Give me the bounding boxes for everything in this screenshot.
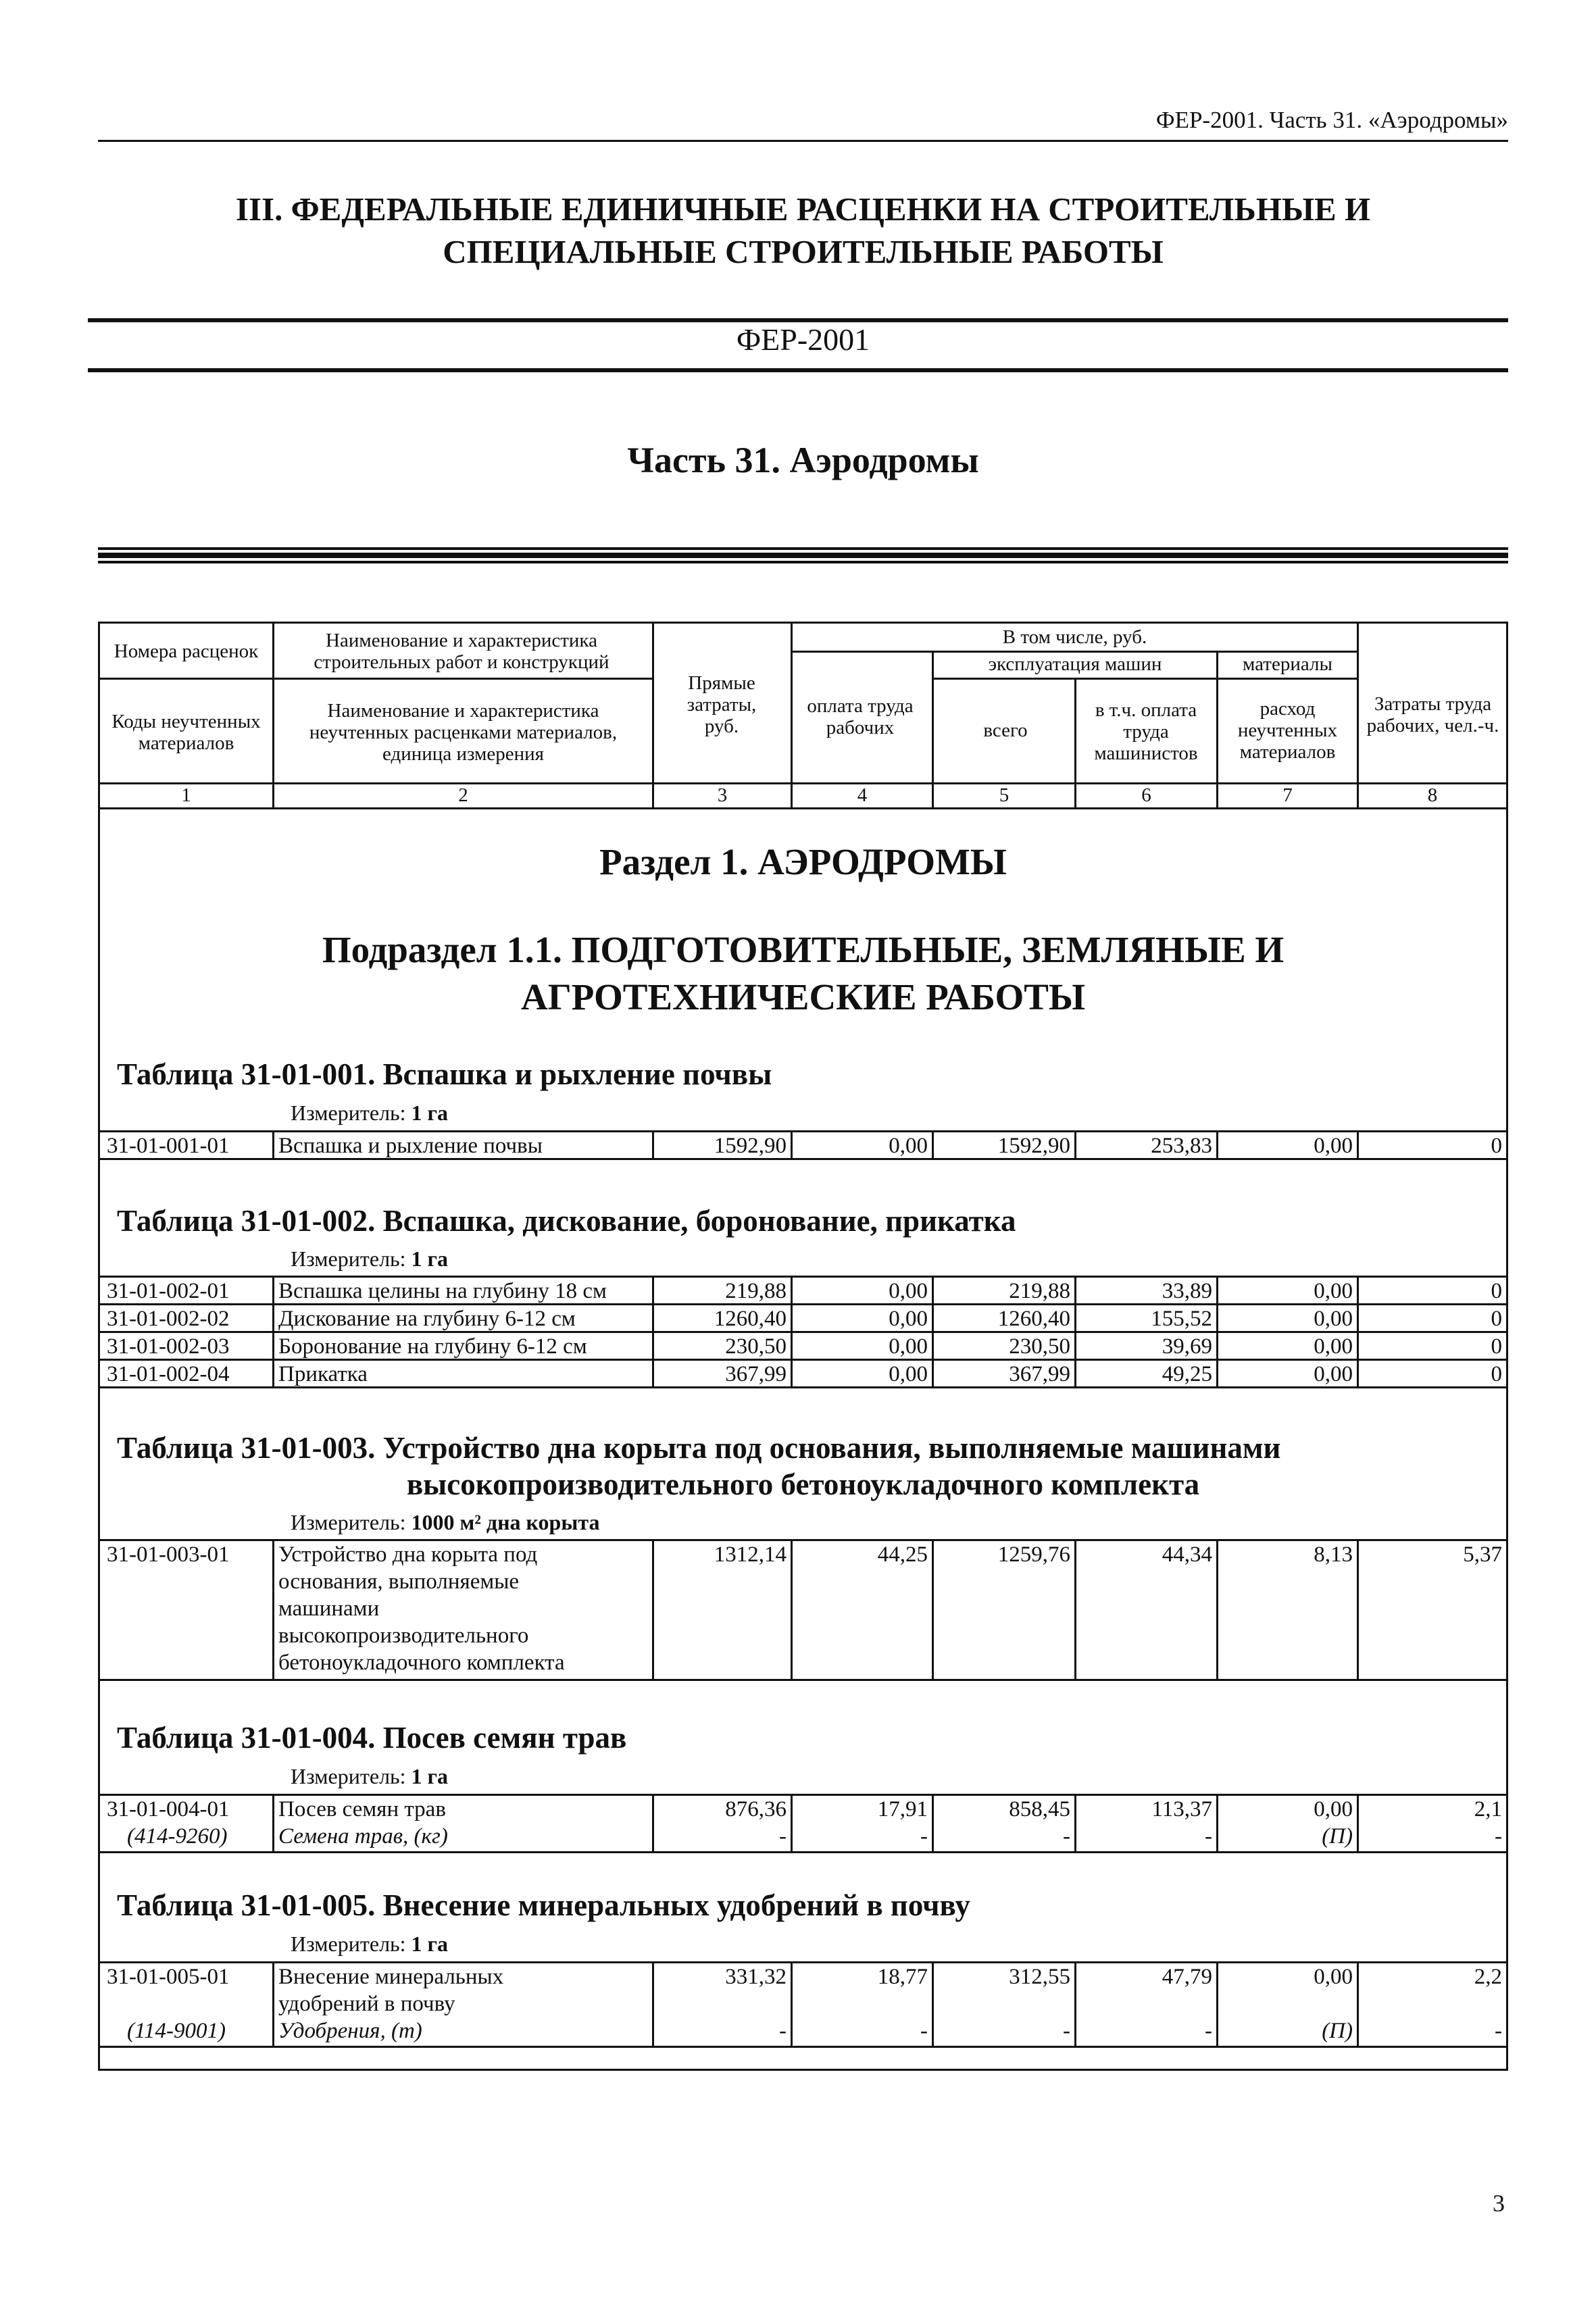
row-name-line: высокопроизводительного <box>278 1624 529 1648</box>
rate-code: 31-01-004-01 <box>107 1797 230 1821</box>
value: 2,2 <box>1474 1965 1502 1989</box>
column-number: 2 <box>458 784 468 806</box>
table-row <box>100 1331 1506 1361</box>
table-title: Таблица 31-01-002. Вспашка, дискование, боронование, прикатка <box>117 1204 1016 1238</box>
material-value: - <box>1495 1824 1502 1848</box>
column-number: 6 <box>1141 784 1151 806</box>
header-col6: в т.ч. оплата труда машинистов <box>1094 699 1198 764</box>
table-meter <box>291 1764 448 1789</box>
header-col2-top: Наименование и характеристика строительных работ и конструкций <box>314 630 609 673</box>
meter-label: Измеритель: <box>291 1764 406 1788</box>
row-direct-costs: 1592,90 <box>654 1132 793 1158</box>
row-labor-pay <box>793 1963 934 2046</box>
row-machinists-pay: 49,25 <box>1076 1361 1218 1386</box>
row-machinists-pay: 39,69 <box>1076 1333 1218 1359</box>
material-name: Семена трав, (кг) <box>278 1824 448 1848</box>
row-labor-pay: 0,00 <box>793 1333 934 1359</box>
meter-label: Измеритель: <box>291 1101 406 1125</box>
row-labor-pay: 0,00 <box>793 1361 934 1386</box>
row-labor-hours <box>1359 1796 1506 1851</box>
row-labor-hours: 0 <box>1491 1362 1502 1386</box>
rate-code: 31-01-005-01 <box>107 1965 230 1989</box>
row-name: Дискование на глубину 6-12 см <box>274 1305 654 1331</box>
row-labor-pay: 0,00 <box>793 1278 934 1303</box>
header-hline <box>100 678 272 680</box>
page-number: 3 <box>1493 2190 1505 2217</box>
value: 331,32 <box>725 1965 787 1989</box>
row-materials <box>1218 1963 1359 2046</box>
header-col4: оплата труда рабочих <box>807 695 914 738</box>
header-vline <box>652 624 654 809</box>
row-machines-total <box>934 1796 1076 1851</box>
table-title-line-2: высокопроизводительного бетоноукладочного комплекта <box>406 1467 1200 1501</box>
header-vline <box>272 624 274 809</box>
row-labor-pay <box>793 1796 934 1851</box>
row-labor-pay: 0,00 <box>793 1305 934 1331</box>
header-hline <box>100 807 1506 809</box>
table-title: Таблица 31-01-003. Устройство дна корыта под основания, выполняемые машинами <box>117 1431 1281 1465</box>
column-number: 5 <box>999 784 1009 806</box>
header-hline <box>932 678 1357 680</box>
row-materials: 0,00 <box>1218 1333 1359 1359</box>
row-materials: 0,00 <box>1218 1132 1359 1158</box>
row-materials: 0,00 <box>1218 1361 1359 1386</box>
material-code: (114-9001) <box>127 2019 226 2043</box>
row-name-line: Устройство дна корыта под <box>278 1542 538 1567</box>
row-code: 31-01-002-04 <box>100 1361 274 1386</box>
row-machines-total: 1260,40 <box>934 1305 1076 1331</box>
material-value: - <box>1495 2019 1502 2043</box>
row-name: Прикатка <box>274 1361 654 1386</box>
table-title: Таблица 31-01-005. Внесение минеральных удобрений в почву <box>117 1888 970 1922</box>
value: 47,79 <box>1162 1965 1212 1989</box>
row-code: 31-01-002-03 <box>100 1333 274 1359</box>
row-labor-hours: 0 <box>1491 1334 1502 1359</box>
fer-label: ФЕР-2001 <box>736 322 870 357</box>
value: 113,37 <box>1151 1797 1212 1821</box>
row-labor-hours: 5,37 <box>1463 1542 1502 1567</box>
row-name-line: бетоноукладочного комплекта <box>278 1651 565 1675</box>
header-rule <box>98 140 1508 142</box>
value: 2,1 <box>1474 1797 1502 1821</box>
material-value: - <box>1063 2019 1070 2043</box>
table-row <box>100 1794 1506 1853</box>
table-row <box>100 1130 1506 1160</box>
row-direct-costs: 1312,14 <box>654 1541 793 1679</box>
value: 17,91 <box>877 1797 928 1821</box>
meter-label: Измеритель: <box>291 1932 406 1956</box>
column-number: 7 <box>1282 784 1293 806</box>
part-rule-3 <box>98 561 1508 563</box>
table-row <box>100 1359 1506 1388</box>
row-direct-costs <box>654 1796 793 1851</box>
header-machines-label: эксплуатация машин <box>988 653 1162 675</box>
material-value: - <box>920 2019 928 2043</box>
row-machinists-pay: 33,89 <box>1076 1278 1218 1303</box>
table-meter <box>291 1510 599 1535</box>
part-title: Часть 31. Аэродромы <box>627 440 979 480</box>
material-value: - <box>1205 1824 1212 1848</box>
main-title-line-1: III. ФЕДЕРАЛЬНЫЕ ЕДИНИЧНЫЕ РАСЦЕНКИ НА СТРОИТЕЛЬНЫЕ И <box>235 191 1371 228</box>
header-col3: Прямые затраты, руб. <box>687 672 757 737</box>
row-labor-hours <box>1359 1963 1506 2046</box>
column-number: 8 <box>1427 784 1438 806</box>
material-value: (П) <box>1322 2019 1353 2043</box>
table-row <box>100 1961 1506 2048</box>
row-labor-hours: 0 <box>1491 1134 1502 1158</box>
main-title-line-2: СПЕЦИАЛЬНЫЕ СТРОИТЕЛЬНЫЕ РАБОТЫ <box>443 233 1164 270</box>
meter-label: Измеритель: <box>291 1247 406 1271</box>
material-name: Удобрения, (т) <box>278 2019 422 2043</box>
row-machines-total: 367,99 <box>934 1361 1076 1386</box>
material-value: - <box>920 1824 928 1848</box>
section-title: Раздел 1. АЭРОДРОМЫ <box>599 841 1007 882</box>
row-machinists-pay <box>1076 1796 1218 1851</box>
row-name: Вспашка целины на глубину 18 см <box>274 1278 654 1303</box>
row-materials: 0,00 <box>1218 1305 1359 1331</box>
header-hline <box>272 678 652 680</box>
row-name-line: машинами <box>278 1596 380 1621</box>
main-title <box>98 188 1508 273</box>
column-number: 1 <box>181 784 191 806</box>
row-machines-total: 1259,76 <box>934 1541 1076 1679</box>
row-name <box>274 1541 654 1679</box>
row-direct-costs <box>654 1963 793 2046</box>
header-materials-label: материалы <box>1243 653 1332 675</box>
part-rule-2 <box>98 553 1508 558</box>
table-meter <box>291 1101 448 1126</box>
value: 0,00 <box>1314 1797 1353 1821</box>
header-col5: всего <box>983 719 1028 741</box>
table-row <box>100 1303 1506 1333</box>
row-name-line: основания, выполняемые <box>278 1569 520 1594</box>
row-code: 31-01-002-01 <box>100 1278 274 1303</box>
row-name <box>274 1796 654 1851</box>
row-code: 31-01-001-01 <box>100 1132 274 1158</box>
row-machinists-pay: 253,83 <box>1076 1132 1218 1158</box>
table-title: Таблица 31-01-004. Посев семян трав <box>117 1721 627 1755</box>
row-name: Вспашка и рыхление почвы <box>274 1132 654 1158</box>
column-number: 3 <box>717 784 728 806</box>
meter-value: 1 га <box>411 1247 449 1271</box>
header-col7: расход неучтенных материалов <box>1237 697 1338 763</box>
value: 876,36 <box>725 1797 787 1821</box>
value: 312,55 <box>1009 1965 1070 1989</box>
row-code: 31-01-002-02 <box>100 1305 274 1331</box>
table-row <box>100 1539 1506 1681</box>
row-name: Боронование на глубину 6-12 см <box>274 1333 654 1359</box>
row-direct-costs: 1260,40 <box>654 1305 793 1331</box>
rate-name-line: Внесение минеральных <box>278 1965 504 1989</box>
subsection-title-line-2: АГРОТЕХНИЧЕСКИЕ РАБОТЫ <box>520 976 1086 1017</box>
material-code: (414-9260) <box>127 1824 228 1848</box>
table-meter <box>291 1247 448 1272</box>
row-machinists-pay: 44,34 <box>1076 1541 1218 1679</box>
rate-name: Посев семян трав <box>278 1797 446 1821</box>
row-code: 31-01-003-01 <box>100 1541 274 1679</box>
row-name <box>274 1963 654 2046</box>
material-value: - <box>779 1824 787 1848</box>
table-title: Таблица 31-01-001. Вспашка и рыхление почвы <box>117 1057 772 1091</box>
row-direct-costs: 230,50 <box>654 1333 793 1359</box>
material-value: (П) <box>1322 1824 1353 1848</box>
value: 18,77 <box>877 1965 928 1989</box>
meter-value: 1 га <box>411 1764 449 1788</box>
meter-value: 1000 м² дна корыта <box>411 1510 600 1534</box>
header-col1-bottom: Коды неучтенных материалов <box>111 710 261 754</box>
row-machines-total: 219,88 <box>934 1278 1076 1303</box>
row-direct-costs: 219,88 <box>654 1278 793 1303</box>
subsection-title-line-1: Подраздел 1.1. ПОДГОТОВИТЕЛЬНЫЕ, ЗЕМЛЯНЫЕ И <box>322 929 1285 970</box>
row-direct-costs: 367,99 <box>654 1361 793 1386</box>
table-row <box>100 1276 1506 1305</box>
part-rule-1 <box>98 547 1508 550</box>
material-value: - <box>1063 1824 1070 1848</box>
value: 0,00 <box>1314 1965 1353 1989</box>
row-machinists-pay: 155,52 <box>1076 1305 1218 1331</box>
header-col8: Затраты труда рабочих, чел.-ч. <box>1366 693 1499 736</box>
running-head: ФЕР-2001. Часть 31. «Аэродромы» <box>1155 107 1508 133</box>
fer-rule-bottom <box>88 368 1508 372</box>
row-labor-pay: 0,00 <box>793 1132 934 1158</box>
material-value: - <box>1205 2019 1212 2043</box>
value: 858,45 <box>1009 1797 1070 1821</box>
meter-label: Измеритель: <box>291 1510 406 1534</box>
material-value: - <box>779 2019 787 2043</box>
row-labor-hours: 0 <box>1491 1279 1502 1303</box>
row-code <box>100 1796 274 1851</box>
row-materials <box>1218 1796 1359 1851</box>
row-machines-total: 1592,90 <box>934 1132 1076 1158</box>
meter-value: 1 га <box>411 1932 449 1956</box>
column-number: 4 <box>857 784 868 806</box>
rates-table <box>98 622 1508 2071</box>
row-labor-pay: 44,25 <box>793 1541 934 1679</box>
row-materials: 8,13 <box>1218 1541 1359 1679</box>
header-group-label: В том числе, руб. <box>1002 626 1147 648</box>
table-meter <box>291 1932 448 1957</box>
row-machines-total <box>934 1963 1076 2046</box>
row-labor-hours: 0 <box>1491 1307 1502 1331</box>
row-code <box>100 1963 274 2046</box>
row-machines-total: 230,50 <box>934 1333 1076 1359</box>
header-col1-top: Номера расценок <box>114 640 259 662</box>
row-machinists-pay <box>1076 1963 1218 2046</box>
header-col2-bottom: Наименование и характеристика неучтенных расценками материалов, единица измерения <box>309 699 618 765</box>
row-materials: 0,00 <box>1218 1278 1359 1303</box>
header-vline <box>1357 624 1359 809</box>
meter-value: 1 га <box>411 1101 449 1125</box>
rate-name-line: удобрений в почву <box>278 1992 455 2016</box>
